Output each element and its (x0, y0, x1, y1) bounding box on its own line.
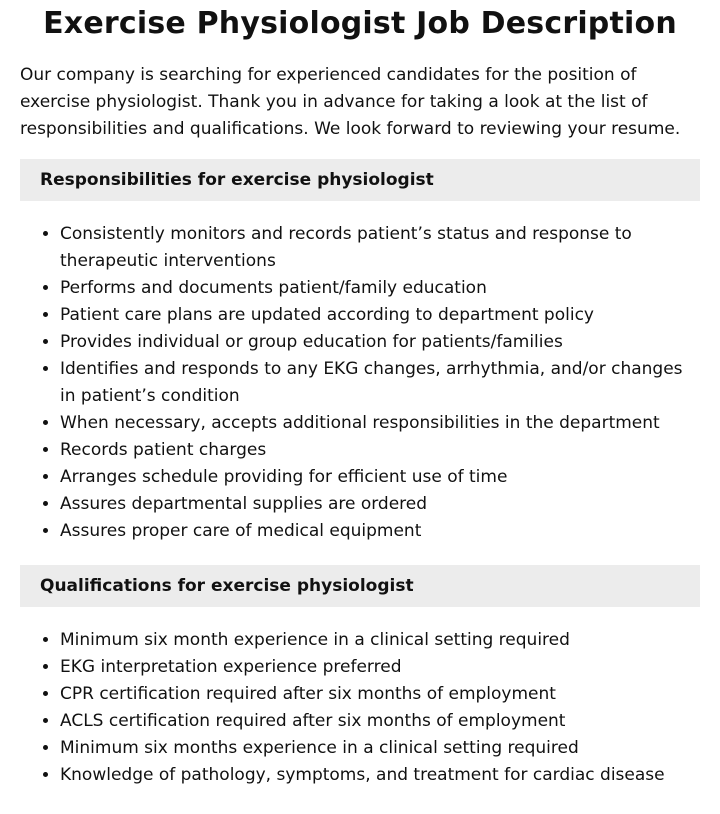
responsibilities-header: Responsibilities for exercise physiologist (20, 159, 700, 201)
list-item: • CPR certification required after six months of employment (60, 681, 700, 708)
intro-paragraph: Our company is searching for experienced candidates for the position of exercise physiologist. Thank you in advance for taking a look at the list of responsibilities and qualifications. We look forward to reviewing your resume. (20, 65, 681, 139)
list-item: • Patient care plans are updated according to department policy (60, 302, 700, 329)
list-item: • EKG interpretation experience preferred (60, 654, 700, 681)
list-item: • ACLS certification required after six months of employment (60, 708, 700, 735)
qualifications-list (20, 627, 700, 789)
list-item: • Assures proper care of medical equipment (60, 518, 700, 545)
list-item: • Performs and documents patient/family education (60, 275, 700, 302)
qualifications-header: Qualifications for exercise physiologist (20, 565, 700, 607)
list-item: • Records patient charges (60, 437, 700, 464)
list-item: • When necessary, accepts additional responsibilities in the department (60, 410, 700, 437)
list-item: • Minimum six month experience in a clinical setting required (60, 627, 700, 654)
list-item: • Assures departmental supplies are ordered (60, 491, 700, 518)
list-item: • Identifies and responds to any EKG changes, arrhythmia, and/or changes in patient’s condition (60, 356, 700, 410)
list-item: • Consistently monitors and records patient’s status and response to therapeutic interventions (60, 221, 700, 275)
page-title: Exercise Physiologist Job Description (43, 6, 677, 41)
list-item: • Provides individual or group education for patients/families (60, 329, 700, 356)
list-item: • Knowledge of pathology, symptoms, and treatment for cardiac disease (60, 762, 700, 789)
responsibilities-list (20, 221, 700, 545)
list-item: • Minimum six months experience in a clinical setting required (60, 735, 700, 762)
list-item: • Arranges schedule providing for efficient use of time (60, 464, 700, 491)
